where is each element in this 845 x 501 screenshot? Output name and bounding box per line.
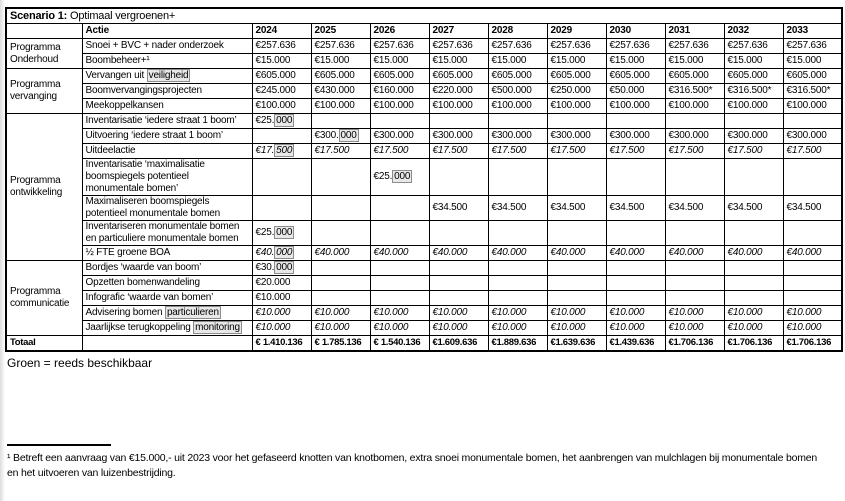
value-cell [547,261,606,276]
value-cell: €100.000 [606,99,665,114]
value-cell: €10.000 [370,321,429,336]
value-cell: €100.000 [429,99,488,114]
value-cell: €605.000 [488,69,547,84]
table-row [6,321,842,336]
table-row [6,221,842,246]
value-cell: €300.000 [429,129,488,144]
action-cell: Inventarisatie ‘iedere straat 1 boom’ [82,114,252,129]
actie-column-header: Actie [82,24,252,39]
value-cell: €250.000 [547,84,606,99]
value-cell: €40.000 [429,246,488,261]
value-cell: €40.000 [783,246,842,261]
value-cell: €25. 000 [252,221,311,246]
year-column-header: 2033 [783,24,842,39]
value-cell: €10.000 [429,321,488,336]
total-value-cell: €1.439.636 [606,336,665,352]
value-cell: €100.000 [311,99,370,114]
value-cell: €34.500 [606,196,665,221]
total-value-cell: €1.889.636 [488,336,547,352]
value-cell [665,221,724,246]
total-value-cell: € 1.785.136 [311,336,370,352]
value-cell: €34.500 [429,196,488,221]
action-cell: Opzetten bomenwandeling [82,276,252,291]
value-cell: €40.000 [547,246,606,261]
value-cell: €34.500 [547,196,606,221]
value-cell: €300.000 [665,129,724,144]
value-cell: €40.000 [606,246,665,261]
value-cell: €10.000 [488,321,547,336]
value-cell: €100.000 [488,99,547,114]
table-row [6,84,842,99]
value-cell [606,221,665,246]
value-cell [429,291,488,306]
total-value-cell: €1.639.636 [547,336,606,352]
total-value-cell: €1.609.636 [429,336,488,352]
value-cell: €257.636 [606,39,665,54]
title-row [6,8,842,24]
table-row [6,54,842,69]
value-cell: €17.500 [429,144,488,159]
value-cell: €605.000 [606,69,665,84]
value-cell [488,159,547,196]
value-cell [606,291,665,306]
value-cell: €15.000 [665,54,724,69]
total-value-cell: € 1.540.136 [370,336,429,352]
value-cell: €100.000 [370,99,429,114]
corner-cell [6,24,82,39]
year-column-header: 2028 [488,24,547,39]
value-cell [783,276,842,291]
table-row [6,129,842,144]
value-cell [252,129,311,144]
year-column-header: 2029 [547,24,606,39]
value-cell: €10.000 [724,321,783,336]
value-cell: €40.000 [370,246,429,261]
value-cell: €245.000 [252,84,311,99]
action-cell: Snoei + BVC + nader onderzoek [82,39,252,54]
value-cell [488,291,547,306]
value-cell: €10.000 [252,321,311,336]
value-cell [429,221,488,246]
legend-text: Groen = reeds beschikbaar [7,356,153,370]
value-cell: €15.000 [783,54,842,69]
group-label: Programma vervanging [6,69,82,114]
value-cell [488,114,547,129]
value-cell [783,261,842,276]
value-cell: €40. 000 [252,246,311,261]
total-label: Totaal [6,336,82,352]
total-value-cell: €1.706.136 [665,336,724,352]
group-label: Programma communicatie [6,261,82,336]
value-cell [724,291,783,306]
value-cell [311,261,370,276]
value-cell: €257.636 [783,39,842,54]
action-cell: Boombeheer+¹ [82,54,252,69]
value-cell: €316.500* [783,84,842,99]
value-cell [252,196,311,221]
value-cell [429,261,488,276]
value-cell: €100.000 [252,99,311,114]
value-cell: €100.000 [783,99,842,114]
value-cell [547,291,606,306]
header-row [6,24,842,39]
value-cell: €40.000 [665,246,724,261]
value-cell: €257.636 [665,39,724,54]
total-value-cell: € 1.410.136 [252,336,311,352]
value-cell: €605.000 [547,69,606,84]
value-cell [724,261,783,276]
value-cell: €10.000 [547,321,606,336]
value-cell [370,276,429,291]
value-cell: €34.500 [783,196,842,221]
value-cell: €257.636 [724,39,783,54]
scenario-table [5,7,843,352]
value-cell: €17.500 [370,144,429,159]
table-row [6,246,842,261]
value-cell: €257.636 [488,39,547,54]
table-row [6,306,842,321]
value-cell [547,159,606,196]
table-row [6,114,842,129]
value-cell: €15.000 [547,54,606,69]
value-cell: €10.000 [252,291,311,306]
value-cell: €15.000 [311,54,370,69]
value-cell [311,114,370,129]
comment-highlight[interactable]: veiligheid [148,70,189,81]
action-cell: Jaarlijkse terugkoppeling monitoring [82,321,252,336]
value-cell: €10.000 [488,306,547,321]
comment-highlight[interactable]: 000 [276,247,293,258]
action-cell: Meekoppelkansen [82,99,252,114]
value-cell [370,196,429,221]
value-cell [783,114,842,129]
value-cell [252,159,311,196]
footnote-separator [7,444,111,446]
footnote-text: ¹ Betreft een aanvraag van €15.000,- uit 2023 voor het gefaseerd knotten van knotbomen, extra snoei monumentale bomen, het aanbrengen van mulchlagen bij monumentale bomen en het uitvoeren van luizenbestrijding. [7,452,818,479]
total-value-cell: €1.706.136 [724,336,783,352]
value-cell: €30. 000 [252,261,311,276]
comment-highlight[interactable]: 000 [276,227,293,238]
value-cell: €10.000 [547,306,606,321]
value-cell: €257.636 [370,39,429,54]
value-cell [665,261,724,276]
value-cell [429,114,488,129]
value-cell: €10.000 [429,306,488,321]
value-cell: €17.500 [606,144,665,159]
comment-highlight[interactable]: 000 [340,130,357,141]
value-cell [311,221,370,246]
value-cell [488,261,547,276]
value-cell: €17. 500 [252,144,311,159]
value-cell [783,291,842,306]
value-cell [311,276,370,291]
value-cell [488,221,547,246]
value-cell [488,276,547,291]
value-cell [783,221,842,246]
table-row [6,159,842,196]
action-cell: Uitvoering ‘iedere straat 1 boom’ [82,129,252,144]
value-cell: €15.000 [252,54,311,69]
value-cell [311,291,370,306]
value-cell: €430.000 [311,84,370,99]
total-row [6,336,842,352]
value-cell: €15.000 [724,54,783,69]
comment-highlight[interactable]: particulieren [166,307,219,318]
value-cell: €10.000 [783,306,842,321]
value-cell [547,221,606,246]
value-cell: €257.636 [547,39,606,54]
table-row [6,39,842,54]
action-cell: Maximaliseren boomspiegels potentieel monumentale bomen [82,196,252,221]
action-cell: Infografic ‘waarde van bomen’ [82,291,252,306]
value-cell: €300.000 [488,129,547,144]
value-cell: €500.000 [488,84,547,99]
value-cell [311,159,370,196]
table-row [6,291,842,306]
year-column-header: 2031 [665,24,724,39]
value-cell: €40.000 [488,246,547,261]
value-cell: €605.000 [311,69,370,84]
group-label: Programma ontwikkeling [6,114,82,261]
value-cell [370,114,429,129]
value-cell: €10.000 [665,321,724,336]
table-row [6,276,842,291]
value-cell: €160.000 [370,84,429,99]
value-cell: €257.636 [311,39,370,54]
table-title [6,8,842,24]
value-cell: €10.000 [606,321,665,336]
value-cell [665,291,724,306]
scenario-table-body [6,8,842,351]
value-cell: €257.636 [429,39,488,54]
year-column-header: 2032 [724,24,783,39]
value-cell [665,114,724,129]
comment-highlight[interactable]: 500 [276,145,293,156]
value-cell [370,221,429,246]
value-cell [311,196,370,221]
value-cell: €10.000 [311,306,370,321]
value-cell [724,159,783,196]
year-column-header: 2026 [370,24,429,39]
value-cell: €220.000 [429,84,488,99]
value-cell [429,276,488,291]
table-row [6,99,842,114]
value-cell [547,276,606,291]
value-cell: €15.000 [488,54,547,69]
value-cell: €17.500 [724,144,783,159]
value-cell: €15.000 [429,54,488,69]
value-cell [547,114,606,129]
value-cell: €40.000 [311,246,370,261]
table-title-rest: Optimaal vergroenen+ [67,10,176,22]
value-cell [783,159,842,196]
table-row [6,196,842,221]
value-cell: €17.500 [665,144,724,159]
value-cell: €40.000 [724,246,783,261]
action-cell: Inventarisatie ‘maximalisatie boomspiegels potentieel monumentale bomen’ [82,159,252,196]
value-cell: €10.000 [724,306,783,321]
table-row [6,69,842,84]
value-cell [370,291,429,306]
value-cell: €34.500 [665,196,724,221]
value-cell: €300.000 [547,129,606,144]
value-cell [606,114,665,129]
action-cell: Advisering bomen particulieren [82,306,252,321]
value-cell: €10.000 [665,306,724,321]
comment-highlight[interactable]: monitoring [195,322,240,333]
value-cell [724,276,783,291]
value-cell: €605.000 [252,69,311,84]
value-cell: €605.000 [724,69,783,84]
comment-highlight[interactable]: 000 [276,115,293,126]
value-cell: €20.000 [252,276,311,291]
value-cell: €300.000 [783,129,842,144]
comment-highlight[interactable]: 000 [276,262,293,273]
value-cell: €25. 000 [252,114,311,129]
value-cell: €257.636 [252,39,311,54]
value-cell: €17.500 [547,144,606,159]
group-label: Programma Onderhoud [6,39,82,69]
year-column-header: 2030 [606,24,665,39]
comment-highlight[interactable]: 000 [394,171,411,182]
year-column-header: 2027 [429,24,488,39]
value-cell: €300. 000 [311,129,370,144]
value-cell [724,221,783,246]
value-cell: €605.000 [665,69,724,84]
value-cell: €605.000 [429,69,488,84]
value-cell [429,159,488,196]
value-cell: €300.000 [724,129,783,144]
value-cell [606,159,665,196]
value-cell [606,261,665,276]
value-cell: €316.500* [665,84,724,99]
action-cell: Inventariseren monumentale bomen en particuliere monumentale bomen [82,221,252,246]
value-cell: €100.000 [665,99,724,114]
total-actie-empty [82,336,252,352]
value-cell: €605.000 [370,69,429,84]
action-cell: Bordjes ‘waarde van boom’ [82,261,252,276]
year-column-header: 2024 [252,24,311,39]
value-cell: €15.000 [370,54,429,69]
value-cell: €10.000 [370,306,429,321]
action-cell: Boomvervangingsprojecten [82,84,252,99]
value-cell: €34.500 [488,196,547,221]
value-cell: €100.000 [724,99,783,114]
value-cell: €34.500 [724,196,783,221]
value-cell: €605.000 [783,69,842,84]
value-cell: €17.500 [783,144,842,159]
value-cell: €25. 000 [370,159,429,196]
value-cell: €10.000 [252,306,311,321]
value-cell: €50.000 [606,84,665,99]
value-cell: €17.500 [311,144,370,159]
value-cell: €100.000 [547,99,606,114]
table-row [6,261,842,276]
action-cell: ½ FTE groene BOA [82,246,252,261]
table-row [6,144,842,159]
value-cell [724,114,783,129]
value-cell: €10.000 [311,321,370,336]
table-title-bold: Scenario 1: [10,10,68,22]
value-cell: €300.000 [370,129,429,144]
value-cell: €15.000 [606,54,665,69]
value-cell [606,276,665,291]
value-cell [370,261,429,276]
action-cell: Vervangen uit veiligheid [82,69,252,84]
value-cell [665,276,724,291]
value-cell: €10.000 [783,321,842,336]
value-cell: €300.000 [606,129,665,144]
total-value-cell: €1.706.136 [783,336,842,352]
year-column-header: 2025 [311,24,370,39]
value-cell: €10.000 [606,306,665,321]
value-cell: €17.500 [488,144,547,159]
value-cell: €316.500* [724,84,783,99]
action-cell: Uitdeelactie [82,144,252,159]
value-cell [665,159,724,196]
